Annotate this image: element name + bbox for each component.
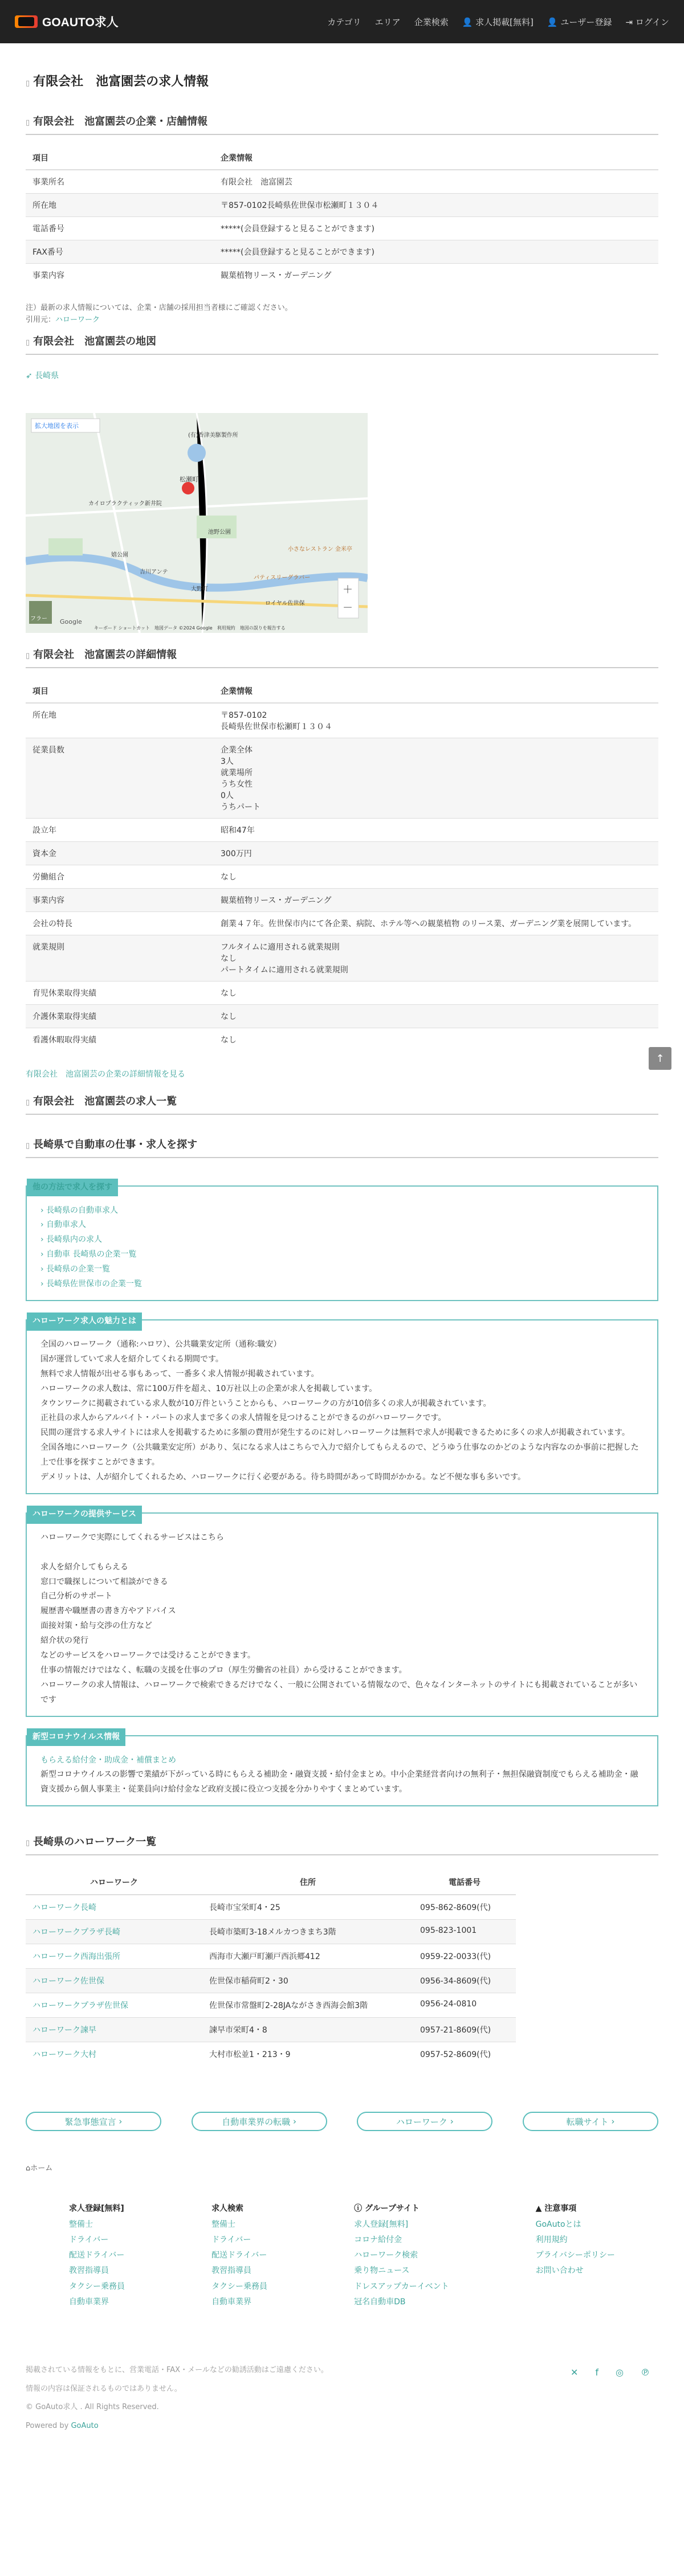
nav-category[interactable]: カテゴリ xyxy=(327,17,361,27)
col-header-tel: 電話番号 xyxy=(413,1870,516,1895)
footer-column-title: ▲ 注意事項 xyxy=(535,2204,577,2214)
footer-link[interactable]: 利用規約 xyxy=(535,2235,568,2244)
row-key: 事業内容 xyxy=(26,888,214,911)
site-logo[interactable] xyxy=(15,13,119,30)
row-value: 企業全体 3人 就業場所 うち女性 0人 うちパート xyxy=(214,738,658,818)
row-key: 設立年 xyxy=(26,818,214,841)
table-row xyxy=(26,2042,516,2067)
row-value: 創業４７年。佐世保市内にて各企業、病院、ホテル等への観葉植物 のリース業、ガーデニング業を展開しています。 xyxy=(214,911,658,935)
row-value: フルタイムに適用される就業規則 なし パートタイムに適用される就業規則 xyxy=(214,935,658,981)
col-header-address: 住所 xyxy=(202,1870,413,1895)
row-key: 事業所名 xyxy=(26,170,214,194)
col-header-info: 企業情報 xyxy=(214,146,658,170)
row-key: 電話番号 xyxy=(26,217,214,240)
detail-info-title: ▯ 有限会社 池富園芸の詳細情報 xyxy=(26,642,658,668)
footer-link[interactable]: ドレスアップカーイベント xyxy=(354,2281,449,2291)
row-key: 所在地 xyxy=(26,703,214,738)
footer-columns xyxy=(26,2201,658,2310)
footer-link[interactable]: プライバシーポリシー xyxy=(535,2251,615,2260)
search-link[interactable]: › 自動車求人 xyxy=(40,1220,87,1230)
footer-link[interactable]: ドライバー xyxy=(69,2235,109,2244)
chevron-right-icon: › xyxy=(40,1220,44,1230)
job-site-button[interactable]: 転職サイト › xyxy=(523,2112,658,2131)
hw-link[interactable]: ハローワーク長崎 xyxy=(26,1895,202,1920)
hw-link[interactable]: ハローワーク佐世保 xyxy=(26,1969,202,1993)
footer-link[interactable]: GoAutoとは xyxy=(535,2219,581,2229)
row-value: なし xyxy=(214,1004,658,1028)
main-nav xyxy=(327,16,669,28)
table-row xyxy=(26,1993,516,2018)
footer-link[interactable]: 整備士 xyxy=(211,2219,236,2229)
hw-link[interactable]: ハローワークプラザ佐世保 xyxy=(26,1993,202,2018)
zoom-in-button[interactable]: ＋ xyxy=(343,583,353,596)
table-row xyxy=(26,911,658,935)
logo-text: GOAUTO求人 xyxy=(42,16,119,29)
page-title: ▯ 有限会社 池富園芸の求人情報 xyxy=(26,75,209,89)
footer-column xyxy=(211,2201,267,2310)
footer-link[interactable]: タクシー乗務員 xyxy=(211,2281,268,2291)
table-row xyxy=(26,738,658,818)
hw-tel: 0956-24-0810 xyxy=(413,1993,516,2018)
row-value: 〒857-0102長崎県佐世保市松瀬町１３０４ xyxy=(214,194,658,217)
row-value: なし xyxy=(214,865,658,888)
row-key: FAX番号 xyxy=(26,240,214,264)
text-line: ハローワークの求人情報は、ハローワークで検索できるだけでなく、一般に公開されている情報なので、色々なインターネットのサイトにも掲載されていることが多いです xyxy=(40,1680,638,1704)
building-icon: ▯ xyxy=(26,79,30,88)
row-key: 労働組合 xyxy=(26,865,214,888)
footer-column-title: ⓘ グループサイト xyxy=(354,2204,420,2214)
text-line: 民間の運営する求人サイトには求人を掲載するために多額の費用が発生するのに対しハローワークは無料で求人が掲載できるために多くの求人が掲載されています。 xyxy=(40,1428,630,1438)
search-jobs-title: ▯ 長崎県で自動車の仕事・求人を探す xyxy=(26,1132,658,1158)
col-header-info: 企業情報 xyxy=(214,680,658,703)
footer-link[interactable]: タクシー乗務員 xyxy=(69,2281,125,2291)
hw-services-label: ハローワークの提供サービス xyxy=(27,1506,142,1524)
map-label: 嬉公園 xyxy=(111,551,128,558)
nav-post-job[interactable]: 👤 求人掲載[無料] xyxy=(462,17,534,27)
powered-by-link[interactable]: GoAuto xyxy=(71,2421,99,2430)
row-value: 有限会社 池富園芸 xyxy=(214,170,658,194)
row-key: 介護休業取得実績 xyxy=(26,1004,214,1028)
search-link[interactable]: › 長崎県内の求人 xyxy=(40,1235,103,1245)
scroll-top-button[interactable]: ↑ xyxy=(649,1047,671,1070)
row-key: 就業規則 xyxy=(26,935,214,981)
hw-address: 大村市松並1・213・9 xyxy=(202,2042,413,2067)
text-line: 全国のハローワーク（通称:ハロワ）、公共職業安定所（通称:職安） xyxy=(40,1339,282,1349)
corona-box xyxy=(26,1732,658,1807)
chevron-right-icon: › xyxy=(40,1279,44,1289)
text-line xyxy=(40,1545,644,1560)
row-key: 事業内容 xyxy=(26,264,214,287)
table-row xyxy=(26,1895,516,1920)
footer-column xyxy=(69,2201,125,2310)
col-header-item: 項目 xyxy=(26,680,214,703)
hw-address: 長崎市宝栄町4・25 xyxy=(202,1895,413,1920)
table-row xyxy=(26,1028,658,1051)
detail-info-table xyxy=(26,680,658,1051)
row-value: なし xyxy=(214,981,658,1004)
footer-link[interactable]: 冠名自動車DB xyxy=(354,2297,406,2307)
hw-link[interactable]: ハローワーク大村 xyxy=(26,2042,202,2067)
row-key: 資本金 xyxy=(26,841,214,865)
hw-list-table xyxy=(26,1870,516,2066)
table-row xyxy=(26,194,658,217)
hw-link[interactable]: ハローワーク西海出張所 xyxy=(26,1944,202,1969)
map-label: 大野町 xyxy=(191,586,208,592)
table-row xyxy=(26,240,658,264)
text-line: 国が運営していて求人を紹介してくれる期間です。 xyxy=(40,1354,223,1364)
logo-icon xyxy=(15,15,38,28)
nav-area[interactable]: エリア xyxy=(374,17,401,27)
table-row xyxy=(26,841,658,865)
text-line: 窓口で職探しについて相談ができる xyxy=(40,1577,168,1587)
map-label: ロイヤル佐世保 xyxy=(265,600,305,607)
corona-text: 新型コロナウイルスの影響で業績が下がっている時にもらえる補助金・融資支援・給付金まとめ。中小企業経営者向けの無利子・無担保融資制度でもらえる補助金・融資支援から個人事業主・従業員向け給付金など政府支援に役立つ支援を分かりやすくまとめています。 xyxy=(40,1770,638,1794)
building-icon: ▯ xyxy=(26,338,30,347)
search-link[interactable]: › 長崎県の自動車求人 xyxy=(40,1205,119,1215)
text-line: 面接対策・給与交渉の仕方など xyxy=(40,1621,152,1631)
footer-column xyxy=(536,2201,615,2310)
text-line: 無料で求人情報が出せる事もあって、一番多く求人情報が掲載されています。 xyxy=(40,1369,319,1379)
footer-column-title: 求人登録[無料] xyxy=(69,2204,124,2214)
building-icon: ▯ xyxy=(26,651,30,660)
chevron-right-icon: › xyxy=(40,1205,44,1215)
building-icon: ▯ xyxy=(26,118,30,127)
company-detail-link[interactable]: 有限会社 池富園芸の企業の詳細情報を見る xyxy=(26,1069,185,1079)
table-row xyxy=(26,1920,516,1944)
location-arrow-icon: ➶ xyxy=(26,371,32,381)
twitter-icon[interactable]: ✕ xyxy=(570,2367,579,2378)
text-line: 正社員の求人からアルバイト・パートの求人まで多くの求人情報を見つけることができるのがハローワークです。 xyxy=(40,1413,446,1423)
hw-address: 諫早市栄町4・8 xyxy=(202,2018,413,2042)
hw-tel: 095-823-1001 xyxy=(413,1920,516,1944)
table-row xyxy=(26,888,658,911)
row-value: 昭和47年 xyxy=(214,818,658,841)
chevron-right-icon: › xyxy=(40,1250,44,1260)
text-line: 求人を紹介してもらえる xyxy=(40,1562,128,1572)
map-label: (有)香津美駆製作所 xyxy=(188,432,238,439)
map-label: 吉川アンテ xyxy=(140,569,168,575)
footer-link[interactable]: 求人登録[無料] xyxy=(354,2219,409,2229)
chevron-right-icon: › xyxy=(40,1235,44,1245)
table-row xyxy=(26,935,658,981)
site-header xyxy=(0,0,684,43)
text-line: デメリットは、人が紹介してくれるため、ハローワークに行く必要がある。待ち時間があって時間がかかる。など不便な事も多いです。 xyxy=(40,1472,526,1482)
text-line: などのサービスをハローワークでは受けることができます。 xyxy=(40,1650,255,1660)
hw-tel: 0957-21-8609(代) xyxy=(413,2018,516,2042)
building-icon: ▯ xyxy=(26,1098,30,1107)
text-line: 履歴書や職歴書の書き方やアドバイス xyxy=(40,1606,176,1616)
career-change-button[interactable]: 自動車業界の転職 › xyxy=(192,2112,327,2131)
table-row xyxy=(26,981,658,1004)
row-value: 〒857-0102 長崎県佐世保市松瀬町１３０４ xyxy=(214,703,658,738)
table-row xyxy=(26,2018,516,2042)
google-brand: Google xyxy=(60,618,82,625)
row-value: 300万円 xyxy=(214,841,658,865)
chevron-right-icon: › xyxy=(40,1265,44,1274)
footer-link[interactable]: ドライバー xyxy=(211,2235,251,2244)
warning-icon: ▲ xyxy=(535,2204,545,2214)
hellowork-button[interactable]: ハローワーク › xyxy=(357,2112,492,2131)
footer-buttons xyxy=(26,2112,658,2131)
map-label: 小さなレストラン 金米亭 xyxy=(288,546,352,553)
info-icon: ⓘ xyxy=(354,2204,365,2214)
hw-appeal-label: ハローワーク求人の魅力とは xyxy=(27,1312,142,1331)
table-row xyxy=(26,217,658,240)
map-label: カイロプラクティック新井院 xyxy=(88,500,162,507)
map-label: 池野公園 xyxy=(208,529,231,535)
other-methods-label: 他の方法で求人を探す xyxy=(27,1179,118,1197)
footer-link[interactable]: 自動車業界 xyxy=(69,2297,109,2307)
breadcrumb xyxy=(26,2162,658,2173)
search-link[interactable]: › 長崎県佐世保市の企業一覧 xyxy=(40,1279,142,1289)
map-attribution: キーボード ショートカット 地図データ ©2024 Google 利用規約 地図の誤りを報告する xyxy=(94,625,286,631)
user-icon: 👤 xyxy=(462,17,473,27)
hw-tel: 0957-52-8609(代) xyxy=(413,2042,516,2067)
text-line: 自己分析のサポート xyxy=(40,1592,112,1601)
text-line: 全国各地にハローワーク（公共職業安定所）があり、気になる求人はこちらで入力で紹介してもらえるので、どうゆう仕事なのかどのような内容なのか事前に把握した上で仕事を探すことができます。 xyxy=(40,1443,639,1467)
search-link[interactable]: › 自動車 長崎県の企業一覧 xyxy=(40,1250,137,1260)
hw-services-box xyxy=(26,1509,658,1717)
footer-bottom: ✕ f ◎ ℗ 掲載されている情報をもとに、営業電話・FAX・メールなどの勧誘活動はご遠慮ください。 情報の内容は保証されるものではありません。 © GoAuto求人 . All Rights Reserved. Powered by GoAuto xyxy=(26,2361,658,2435)
text-line: 仕事の情報だけではなく、転職の支援を仕事のプロ（厚生労働省の社員）から受けることができます。 xyxy=(40,1665,407,1675)
row-key: 所在地 xyxy=(26,194,214,217)
hw-tel: 0959-22-0033(代) xyxy=(413,1944,516,1969)
map-label: パティスリーグラバー xyxy=(254,574,311,581)
row-key: 会社の特長 xyxy=(26,911,214,935)
text-line: ハローワークで実際にしてくれるサービスはこちら xyxy=(40,1532,224,1542)
nav-login[interactable]: ⇥ ログイン xyxy=(625,17,669,27)
map-enlarge-link[interactable]: 拡大地図を表示 xyxy=(35,422,79,430)
row-value: 観葉植物リース・ガーデニング xyxy=(214,264,658,287)
google-map[interactable] xyxy=(26,413,368,633)
col-header-item: 項目 xyxy=(26,146,214,170)
footer-column xyxy=(354,2201,449,2310)
company-info-table xyxy=(26,146,658,287)
row-value: *****(会員登録すると見ることができます) xyxy=(214,240,658,264)
row-value: 観葉植物リース・ガーデニング xyxy=(214,888,658,911)
source-link[interactable]: ハローワーク xyxy=(55,315,100,324)
hw-address: 佐世保市稲荷町2・30 xyxy=(202,1969,413,1993)
hw-tel: 095-862-8609(代) xyxy=(413,1895,516,1920)
facebook-icon[interactable]: f xyxy=(595,2367,599,2378)
instagram-icon[interactable]: ◎ xyxy=(616,2367,624,2378)
map-label: フラー xyxy=(30,615,47,622)
corona-link[interactable]: もらえる給付金・助成金・補償まとめ xyxy=(40,1755,176,1765)
footer-column-title: 求人検索 xyxy=(211,2204,244,2214)
footer-link[interactable]: 教習指導員 xyxy=(211,2266,252,2276)
nav-company-search[interactable]: 企業検索 xyxy=(414,17,449,27)
footer-link[interactable]: コロナ給付金 xyxy=(354,2235,402,2244)
hw-tel: 0956-34-8609(代) xyxy=(413,1969,516,1993)
hw-address: 西海市大瀬戸町瀬戸西浜郷412 xyxy=(202,1944,413,1969)
row-value: なし xyxy=(214,1028,658,1051)
search-link[interactable]: › 長崎県の企業一覧 xyxy=(40,1265,111,1274)
nav-user-register[interactable]: 👤 ユーザー登録 xyxy=(547,17,612,27)
table-row xyxy=(26,1944,516,1969)
map-label: 松瀬町 xyxy=(180,475,198,483)
row-key: 看護休暇取得実績 xyxy=(26,1028,214,1051)
login-icon: ⇥ xyxy=(625,17,633,27)
text-line: 紹介状の発行 xyxy=(40,1636,88,1646)
home-icon: ⌂ xyxy=(26,2164,31,2173)
footer-link[interactable]: 整備士 xyxy=(69,2219,93,2229)
table-row xyxy=(26,264,658,287)
location-link[interactable]: ➶ 長崎県 xyxy=(26,371,59,381)
table-row xyxy=(26,703,658,738)
hw-link[interactable]: ハローワーク諫早 xyxy=(26,2018,202,2042)
footer-link[interactable]: お問い合わせ xyxy=(535,2266,584,2276)
map-section-title: ▯ 有限会社 池富園芸の地図 xyxy=(26,329,658,355)
table-row xyxy=(26,818,658,841)
table-row xyxy=(26,170,658,194)
hw-link[interactable]: ハローワークプラザ長崎 xyxy=(26,1920,202,1944)
footer-link[interactable]: 自動車業界 xyxy=(211,2297,252,2307)
footer-link[interactable]: 教習指導員 xyxy=(69,2266,109,2276)
footer-link[interactable]: 配送ドライバー xyxy=(69,2251,125,2260)
row-key: 従業員数 xyxy=(26,738,214,818)
zoom-out-button[interactable]: － xyxy=(343,602,353,614)
footer-link[interactable]: 配送ドライバー xyxy=(211,2251,267,2260)
other-methods-box xyxy=(26,1182,658,1301)
hw-address: 長崎市築町3-18メルカつきまち3階 xyxy=(202,1920,413,1944)
table-row xyxy=(26,1004,658,1028)
footer-link[interactable]: 乗り物ニュース xyxy=(354,2266,410,2276)
source-note: 注）最新の求人情報については、企業・店舗の採用担当者様にご確認ください。 引用元：ハローワーク xyxy=(26,304,292,324)
pinterest-icon[interactable]: ℗ xyxy=(641,2367,650,2378)
company-info-title: ▯ 有限会社 池富園芸の企業・店舗情報 xyxy=(26,109,658,135)
text-line: ハローワークの求人数は、常に100万件を超え、10万社以上の企業が求人を掲載しています。 xyxy=(40,1384,377,1393)
building-icon: ▯ xyxy=(26,1839,30,1848)
table-row xyxy=(26,865,658,888)
table-row xyxy=(26,1969,516,1993)
col-header-hw: ハローワーク xyxy=(26,1870,202,1895)
jobs-list-title: ▯ 有限会社 池富園芸の求人一覧 xyxy=(26,1089,658,1115)
emergency-button[interactable]: 緊急事態宣言 › xyxy=(26,2112,161,2131)
text-line: タウンワークに掲載されている求人数が10万件ということからも、ハローワークの方が10倍多くの求人が掲載されています。 xyxy=(40,1399,491,1408)
user-icon: 👤 xyxy=(547,17,558,27)
social-links xyxy=(571,2361,650,2384)
row-key: 育児休業取得実績 xyxy=(26,981,214,1004)
breadcrumb-home[interactable]: ホーム xyxy=(30,2164,53,2173)
footer-link[interactable]: ハローワーク検索 xyxy=(354,2251,418,2260)
hw-appeal-box xyxy=(26,1316,658,1494)
building-icon: ▯ xyxy=(26,1141,30,1150)
corona-label: 新型コロナウイルス情報 xyxy=(27,1728,125,1747)
hw-list-title: ▯ 長崎県のハローワーク一覧 xyxy=(26,1829,658,1855)
row-value: *****(会員登録すると見ることができます) xyxy=(214,217,658,240)
hw-address: 佐世保市常盤町2-28JAながさき西海会館3階 xyxy=(202,1993,413,2018)
